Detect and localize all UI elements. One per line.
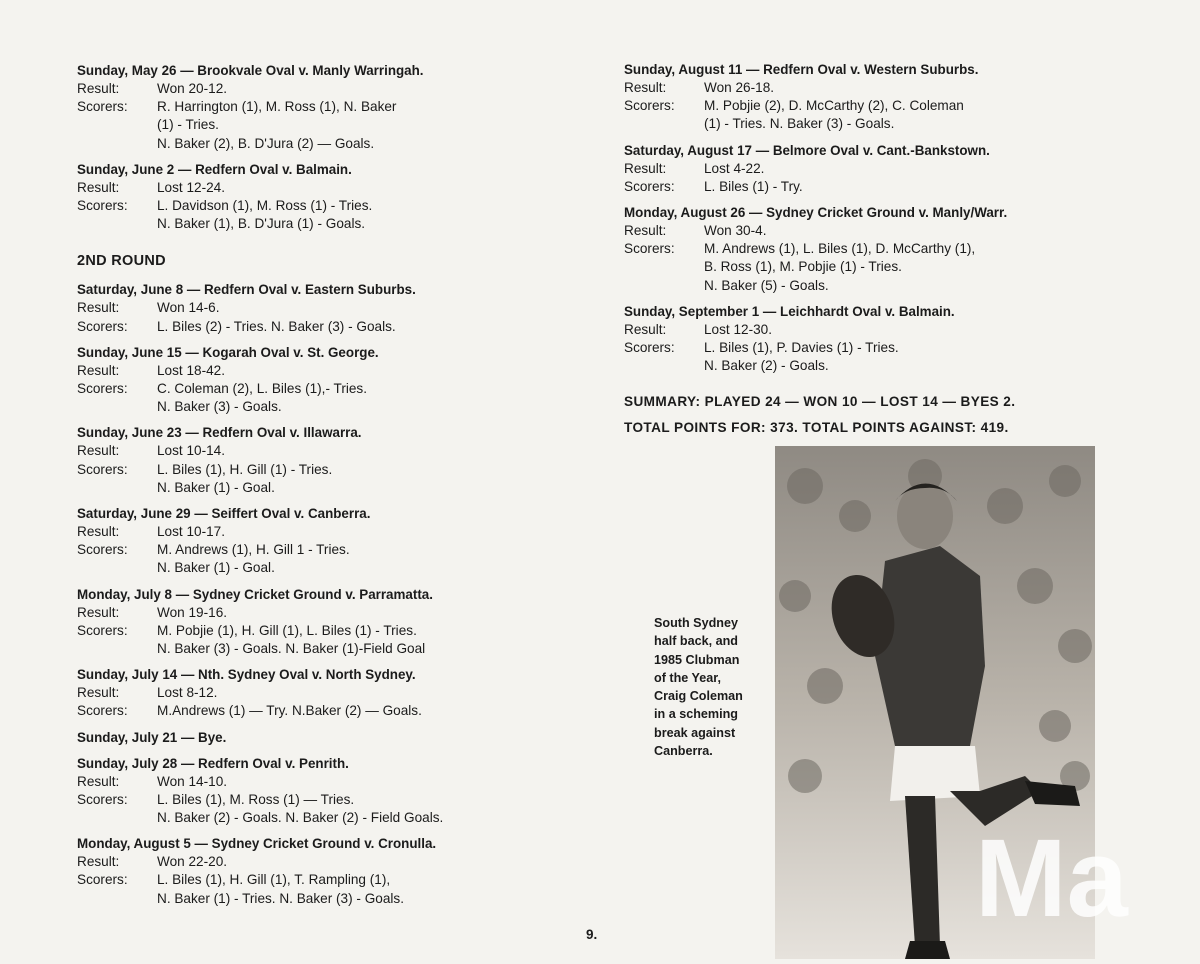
right-column — [624, 61, 1104, 441]
scorers-row — [77, 871, 557, 907]
match-entry — [77, 344, 557, 417]
result-row — [624, 160, 1104, 178]
result-row — [77, 523, 557, 541]
result-value: Won 30-4. — [704, 223, 767, 239]
scorers-line: M. Pobjie (1), H. Gill (1), L. Biles (1) - Tries. — [157, 622, 417, 638]
result-row — [77, 179, 557, 197]
scorers-line: N. Baker (3) - Goals. — [157, 399, 282, 415]
result-label: Result: — [77, 179, 120, 195]
match-entry — [77, 835, 557, 908]
match-entry — [624, 303, 1104, 376]
result-label: Result: — [77, 524, 120, 540]
result-label: Result: — [77, 362, 120, 378]
svg-text:Ma: Ma — [975, 817, 1128, 940]
result-value: Won 14-6. — [157, 300, 220, 316]
scorers-row — [624, 240, 1104, 295]
result-value: Lost 4-22. — [704, 160, 765, 176]
scorers-line: M. Pobjie (2), D. McCarthy (2), C. Coleman — [704, 98, 964, 114]
scorers-row — [624, 178, 1104, 196]
scorers-line: N. Baker (1), B. D'Jura (1) - Goals. — [157, 216, 366, 232]
match-header: Sunday, June 2 — Redfern Oval v. Balmain. — [77, 161, 352, 177]
scorers-label: Scorers: — [77, 99, 128, 115]
scorers-line: N. Baker (5) - Goals. — [704, 277, 829, 293]
result-row — [77, 604, 557, 622]
result-row — [624, 79, 1104, 97]
scorers-row — [77, 622, 557, 658]
scorers-value — [704, 240, 1104, 295]
scorers-line: L. Biles (2) - Tries. N. Baker (3) - Goals. — [157, 318, 396, 334]
scorers-row — [77, 791, 557, 827]
match-entry — [77, 586, 557, 659]
scorers-line: N. Baker (2) - Goals. — [704, 358, 829, 374]
match-entry — [77, 161, 557, 234]
result-row — [77, 80, 557, 98]
result-row — [77, 773, 557, 791]
result-label: Result: — [77, 773, 120, 789]
scorers-row — [77, 541, 557, 577]
rugby-player-illustration — [775, 446, 1128, 959]
scorers-value — [157, 380, 557, 416]
scorers-line: C. Coleman (2), L. Biles (1),- Tries. — [157, 381, 367, 397]
match-entry — [77, 729, 557, 747]
scorers-line: M. Andrews (1), L. Biles (1), D. McCarthy (1), — [704, 241, 976, 257]
result-row — [624, 321, 1104, 339]
match-header: Saturday, June 8 — Redfern Oval v. Eastern Suburbs. — [77, 282, 416, 298]
match-header: Sunday, August 11 — Redfern Oval v. Western Suburbs. — [624, 62, 979, 77]
scorers-label: Scorers: — [77, 461, 128, 477]
scorers-label: Scorers: — [624, 241, 675, 257]
scorers-label: Scorers: — [77, 872, 128, 888]
scorers-row — [77, 702, 557, 720]
result-value: Lost 12-24. — [157, 179, 226, 195]
result-value: Lost 10-14. — [157, 443, 226, 459]
matches-second-round — [77, 281, 557, 907]
result-label: Result: — [77, 443, 120, 459]
player-photo — [775, 446, 1128, 959]
scorers-line: N. Baker (1) - Tries. N. Baker (3) - Goals. — [157, 890, 405, 906]
result-row — [77, 362, 557, 380]
match-entry — [624, 61, 1104, 134]
match-header: Saturday, June 29 — Seiffert Oval v. Canberra. — [77, 506, 371, 522]
scorers-line: L. Biles (1), M. Ross (1) — Tries. — [157, 791, 355, 807]
scorers-line: M.Andrews (1) — Try. N.Baker (2) — Goals. — [157, 703, 422, 719]
result-value: Won 14-10. — [157, 773, 228, 789]
result-value: Lost 8-12. — [157, 685, 218, 701]
scorers-label: Scorers: — [77, 318, 128, 334]
match-entry — [77, 666, 557, 720]
season-summary — [624, 389, 1104, 441]
result-row — [624, 222, 1104, 240]
match-entry — [77, 62, 557, 153]
match-header: Sunday, September 1 — Leichhardt Oval v. Balmain. — [624, 303, 955, 319]
match-header: Monday, August 26 — Sydney Cricket Ground v. Manly/Warr. — [624, 205, 1008, 221]
result-label: Result: — [77, 685, 120, 701]
scorers-line: (1) - Tries. — [157, 117, 219, 133]
scorers-row — [77, 197, 557, 233]
scorers-row — [77, 380, 557, 416]
scorers-line: N. Baker (1) - Goal. — [157, 560, 275, 576]
result-label: Result: — [624, 160, 667, 176]
scorers-row — [624, 97, 1104, 133]
match-entry — [77, 424, 557, 497]
match-entry — [77, 505, 557, 578]
match-header: Monday, August 5 — Sydney Cricket Ground v. Cronulla. — [77, 836, 437, 852]
scorers-label: Scorers: — [77, 542, 128, 558]
result-label: Result: — [77, 854, 120, 870]
scorers-label: Scorers: — [77, 791, 128, 807]
result-value: Lost 10-17. — [157, 524, 226, 540]
match-header: Sunday, June 23 — Redfern Oval v. Illawarra. — [77, 425, 362, 441]
result-row — [77, 684, 557, 702]
result-row — [77, 299, 557, 317]
result-value: Lost 18-42. — [157, 362, 226, 378]
scorers-label: Scorers: — [77, 198, 128, 214]
result-label: Result: — [77, 300, 120, 316]
result-value: Won 20-12. — [157, 81, 228, 96]
scorers-value — [704, 339, 1104, 375]
scorers-value — [704, 97, 1104, 133]
scorers-line: M. Andrews (1), H. Gill 1 - Tries. — [157, 542, 350, 558]
result-row — [77, 853, 557, 871]
scorers-line: L. Biles (1) - Try. — [704, 178, 803, 194]
match-header: Sunday, July 14 — Nth. Sydney Oval v. North Sydney. — [77, 667, 416, 683]
page-number: 9. — [586, 927, 598, 942]
scorers-line: L. Davidson (1), M. Ross (1) - Tries. — [157, 198, 373, 214]
scorers-line: R. Harrington (1), M. Ross (1), N. Baker — [157, 99, 397, 115]
result-label: Result: — [77, 81, 120, 96]
match-header: Sunday, June 15 — Kogarah Oval v. St. George. — [77, 344, 379, 360]
scorers-value — [157, 622, 557, 658]
scorers-label: Scorers: — [77, 622, 128, 638]
scorers-row — [77, 98, 557, 153]
result-label: Result: — [624, 80, 667, 95]
scorers-line: N. Baker (3) - Goals. N. Baker (1)-Field Goal — [157, 641, 426, 657]
result-label: Result: — [624, 321, 667, 337]
left-column — [77, 62, 557, 916]
scorers-label: Scorers: — [624, 340, 675, 356]
match-entry — [624, 204, 1104, 295]
scorers-value — [157, 791, 557, 827]
scorers-line: (1) - Tries. N. Baker (3) - Goals. — [704, 116, 895, 132]
match-entry — [77, 755, 557, 828]
scorers-label: Scorers: — [77, 703, 128, 719]
round-heading: 2ND ROUND — [77, 253, 166, 270]
scorers-value — [157, 461, 557, 497]
match-header: Sunday, July 21 — Bye. — [77, 729, 227, 745]
scorers-line: L. Biles (1), H. Gill (1) - Tries. — [157, 461, 333, 477]
scorers-line: N. Baker (1) - Goal. — [157, 479, 275, 495]
scorers-row — [77, 318, 557, 336]
scorers-label: Scorers: — [624, 178, 675, 194]
result-label: Result: — [624, 223, 667, 239]
result-value: Won 19-16. — [157, 604, 228, 620]
result-label: Result: — [77, 604, 120, 620]
matches-first-round — [77, 62, 557, 233]
scorers-value — [157, 871, 557, 907]
match-header: Sunday, July 28 — Redfern Oval v. Penrith. — [77, 755, 349, 771]
scorers-line: N. Baker (2), B. D'Jura (2) — Goals. — [157, 135, 375, 151]
result-value: Lost 12-30. — [704, 321, 773, 337]
scorers-value — [157, 197, 557, 233]
matches-list — [624, 61, 1104, 375]
scorers-label: Scorers: — [77, 381, 128, 397]
result-row — [77, 442, 557, 460]
scorers-row — [624, 339, 1104, 375]
match-header: Sunday, May 26 — Brookvale Oval v. Manly Warringah. — [77, 63, 424, 78]
match-entry — [624, 142, 1104, 196]
scorers-line: N. Baker (2) - Goals. N. Baker (2) - Field Goals. — [157, 810, 444, 826]
match-header: Saturday, August 17 — Belmore Oval v. Cant.-Bankstown. — [624, 142, 990, 158]
result-value: Won 22-20. — [157, 854, 228, 870]
scorers-value — [157, 702, 557, 720]
match-entry — [77, 281, 557, 335]
scorers-row — [77, 461, 557, 497]
scorers-value — [704, 178, 1104, 196]
summary-record: SUMMARY: PLAYED 24 — WON 10 — LOST 14 — BYES 2. — [624, 394, 1016, 410]
match-header: Monday, July 8 — Sydney Cricket Ground v. Parramatta. — [77, 586, 433, 602]
scorers-line: L. Biles (1), P. Davies (1) - Tries. — [704, 340, 899, 356]
scorers-line: B. Ross (1), M. Pobjie (1) - Tries. — [704, 259, 902, 275]
scorers-line: L. Biles (1), H. Gill (1), T. Rampling (1), — [157, 872, 391, 888]
scorers-value — [157, 318, 557, 336]
summary-points: TOTAL POINTS FOR: 373. TOTAL POINTS AGAINST: 419. — [624, 420, 1009, 436]
scorers-label: Scorers: — [624, 98, 675, 114]
scorers-value — [157, 541, 557, 577]
scorers-value — [157, 98, 557, 153]
photo-caption: South Sydney half back, and 1985 Clubman of the Year, Craig Coleman in a scheming break against Canberra. — [654, 616, 743, 759]
result-value: Won 26-18. — [704, 80, 775, 95]
